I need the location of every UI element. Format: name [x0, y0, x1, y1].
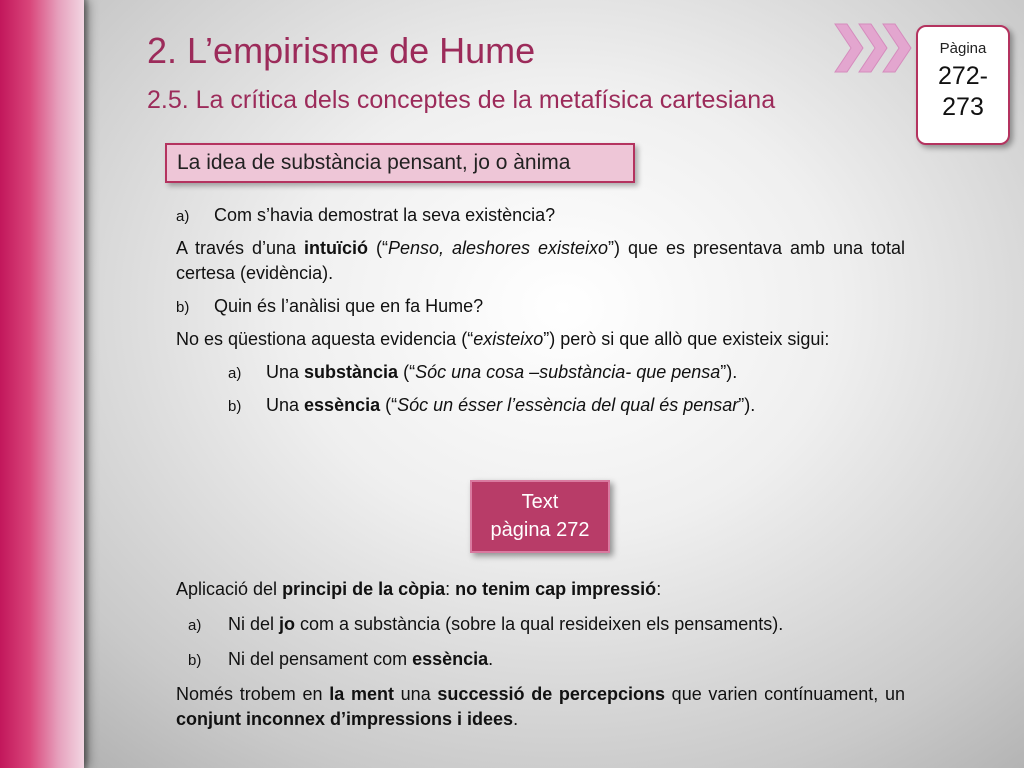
answer-b: [176, 327, 905, 352]
text: una: [393, 684, 438, 704]
italic-text: existeixo: [473, 329, 544, 349]
text: Una: [266, 395, 305, 415]
bold-text: essència: [412, 649, 489, 669]
bold-text: principi de la còpia: [282, 579, 446, 599]
list-marker: b): [176, 299, 190, 316]
conclusion: [176, 682, 905, 732]
triple-chevron-right-icon: [833, 20, 913, 76]
content-block-1: [176, 203, 905, 418]
decorative-sidebar: [0, 0, 84, 768]
text: (“: [367, 238, 388, 258]
italic-text: Penso, aleshores existeixo: [387, 238, 609, 258]
text: Ni del: [228, 614, 280, 634]
text-reference-line2: pàgina 272: [490, 519, 590, 541]
principle-intro: [176, 577, 905, 602]
bold-text: substància: [304, 362, 399, 382]
text: ”) però si que allò que existeix sigui:: [543, 329, 830, 349]
slide-title: 2. L’empirisme de Hume: [147, 30, 536, 71]
text-reference-button[interactable]: [470, 480, 610, 553]
text: com a substància (sobre la qual resideixen els pensaments).: [295, 614, 784, 634]
text: ”).: [720, 362, 738, 382]
page-range-line2: 273: [942, 93, 984, 121]
bold-text: essència: [304, 395, 381, 415]
section-heading: La idea de substància pensant, jo o ànima: [165, 143, 635, 183]
list-item-a: [176, 612, 905, 637]
answer-a: [176, 236, 905, 286]
list-marker: b): [188, 652, 202, 669]
text: Ni del pensament com: [228, 649, 413, 669]
text: (“: [398, 362, 416, 382]
bold-text: intuïció: [303, 238, 368, 258]
list-marker: a): [188, 617, 202, 634]
text: Aplicació del: [176, 579, 283, 599]
text-reference-line1: Text: [521, 491, 559, 513]
italic-text: Sóc una cosa –substància- que pensa: [415, 362, 721, 382]
question-b: [176, 294, 905, 319]
list-marker: b): [228, 398, 242, 415]
page-label: Pàgina: [939, 40, 987, 57]
question-a: [176, 203, 905, 228]
question-a-text: Com s’havia demostrat la seva existència?: [214, 205, 556, 225]
text: A través d’una: [176, 238, 304, 258]
text: Una: [266, 362, 305, 382]
content-block-2: [176, 577, 905, 732]
slide-subtitle: 2.5. La crítica dels conceptes de la metafísica cartesiana: [147, 86, 776, 114]
sub-item-a: [176, 360, 905, 385]
bold-text: no tenim cap impressió: [455, 579, 657, 599]
text: ”) que es presentava amb una total certesa (evidència).: [176, 238, 905, 283]
bold-text: jo: [279, 614, 296, 634]
text: que varien contínuament, un: [664, 684, 905, 704]
list-marker: a): [176, 208, 190, 225]
bold-text: successió de percepcions: [437, 684, 665, 704]
italic-text: Sóc un ésser l’essència del qual és pensar: [397, 395, 739, 415]
bold-text: conjunt inconnex d’impressions i idees: [176, 709, 514, 729]
text: Només trobem en: [176, 684, 330, 704]
text: :: [656, 579, 662, 599]
text: :: [445, 579, 456, 599]
text: .: [488, 649, 494, 669]
bold-text: la ment: [329, 684, 394, 704]
question-b-text: Quin és l’anàlisi que en fa Hume?: [214, 296, 484, 316]
page-range-line1: 272-: [937, 62, 989, 90]
text: No es qüestiona aquesta evidencia (“: [176, 329, 474, 349]
page-reference-badge: [916, 25, 1010, 145]
text: .: [513, 709, 519, 729]
text: (“: [380, 395, 398, 415]
page-range: [918, 61, 1008, 123]
list-item-b: [176, 647, 905, 672]
list-marker: a): [228, 365, 242, 382]
sub-item-b: [176, 393, 905, 418]
text: ”).: [738, 395, 756, 415]
